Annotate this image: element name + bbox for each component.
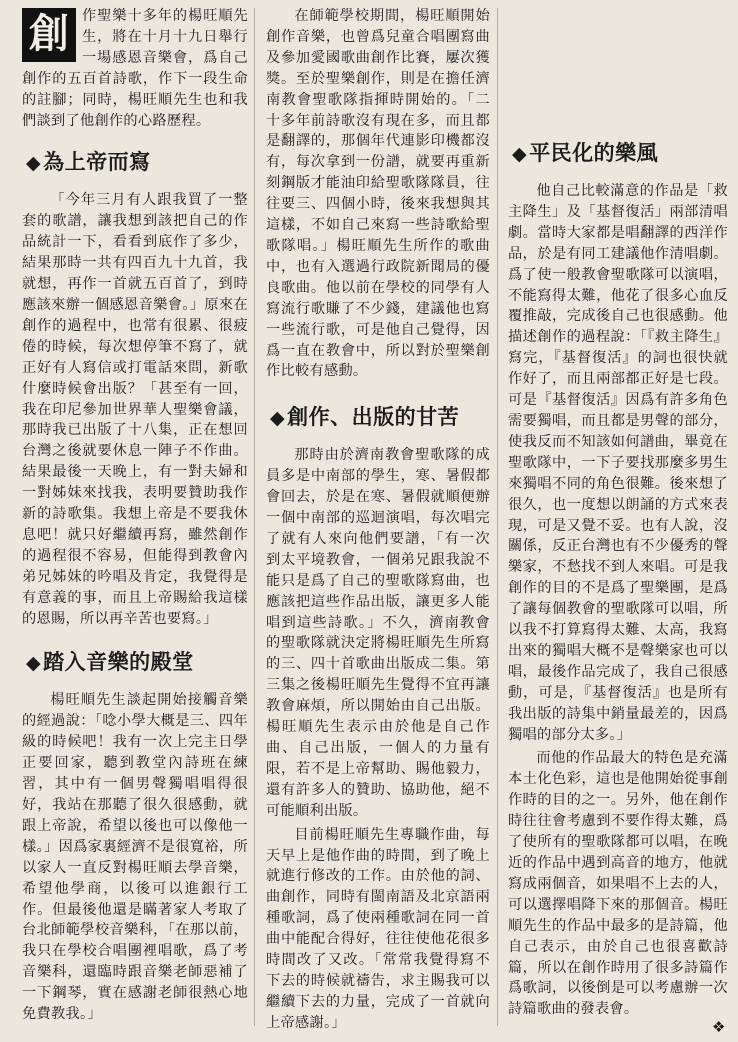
column-divider — [254, 8, 255, 1026]
dropcap: 創 — [22, 8, 76, 62]
intro-text: 作聖樂十多年的楊旺順先生，將在十月十九日舉行一場感恩音樂會，爲自己創作的五百首詩歌，作下一段生命的註腳；同時，楊旺順先生也和我們談到了他創作的心路歷程。 — [22, 8, 248, 129]
section-3-title: 創作、出版的甘苦 — [287, 405, 460, 430]
diamond-icon: ◆ — [26, 152, 42, 175]
diamond-icon: ◆ — [512, 143, 528, 165]
section-heading-4 — [512, 140, 728, 167]
column-2 — [266, 6, 490, 1031]
section-2-paragraph: 楊旺順先生談起開始接觸音樂的經過說：「唸小學大概是三、四年級的時候吧！我有一次上完主日學正要回家，聽到教堂內詩班在練習，其中有一個男聲獨唱唱得很好，我站在那聽了很久很感動，就跟上帝說，希望以後也可以像他一樣。」因爲家裏經濟不是很寬裕，所以家人一直反對楊旺順去學音樂，希望他學商，以後可以進銀行工作。但最後他還是瞞著家人考取了台北師範學校音樂科，「在那以前，我只在學校合唱團裡唱歌，爲了考音樂科，還臨時跟音樂老師惡補了一下鋼琴，實在感謝老師很熱心地免費教我。」 — [22, 692, 248, 1023]
intro-paragraph — [22, 6, 248, 131]
diamond-icon: ◆ — [270, 407, 286, 430]
section-1-paragraph: 「今年三月有人跟我買了一整套的歌譜，讓我想到該把自己的作品統計一下，看看到底作了多少，結果那時一共有四百九十九首，我就想，再作一首就五百首了，到時應該來辦一個感恩音樂會。」原來在創作的過程中，也常有很累、很疲倦的時候，每次想停筆不寫了，就正好有人寫信或打電話來問，新歌什麼時候會出版？「甚至有一回，我在印尼參加世界華人聖樂會議，那時我已出版了十八集，正在想回台灣之後就要休息一陣子不作曲。結果最後一天晚上，有一對夫婦和一對姊妹來找我，表明要贊助我作新的詩歌集。我想上帝是不要我休息吧！就只好繼續再寫，雖然創作的過程很不容易，但能得到教會內弟兄姊妹的吟唱及肯定，我覺得是有意義的事，而且上帝賜給我這樣的恩賜，所以再辛苦也要寫。」 — [22, 192, 248, 627]
end-mark: ❖ — [712, 1018, 726, 1036]
section-4-paragraph: 而他的作品最大的特色是充滿本土化色彩，這也是他開始從事創作時的目的之一。另外，他在創作時往往會考慮到不要作得太難，爲了使所有的聖歌隊都可以唱，在晚近的作品中遇到高音的地方，他就寫成兩個音，如果唱不上去的人，可以選擇唱降下來的那個音。楊旺順先生的作品中最多的是詩篇，他自己表示，由於自己也很喜歡詩篇，所以在創作時用了很多詩篇作爲歌詞，以後倒是可以考慮辦一次詩篇歌曲的發表會。 — [508, 750, 728, 1018]
section-2-paragraph: 在師範學校期間，楊旺順開始創作音樂，也曾爲兒童合唱團寫曲及參加愛國歌曲創作比賽，屢次獲獎。至於聖樂創作，則是在擔任濟南教會聖歌隊指揮時開始的。「二十多年前詩歌沒有現在多，而且都是翻譯的，那個年代連影印機都沒有，每次拿到一份譜，就要再重新刻鋼版才能油印給聖歌隊隊員，往往要三、四個小時，後來我想與其這樣，不如自己來寫一些詩歌給聖歌隊唱。」楊旺順先生所作的歌曲中，也有入選過行政院新聞局的優良歌曲。他以前在學校的同學有人寫流行歌賺了不少錢，建議他也寫一些流行歌，可是他自己覺得，因爲一直在教會中，所以對於聖樂創作比較有感動。 — [266, 8, 490, 380]
diamond-icon: ◆ — [26, 652, 42, 675]
section-3-paragraph: 那時由於濟南教會聖歌隊的成員多是中南部的學生，寒、暑假都會回去，於是在寒、暑假就順便辦一個中南部的巡迴演唱，每次唱完了就有人來向他們要譜，「有一次到太平境教會，一個弟兄跟我說不能只是爲了自己的聖歌隊寫曲，也應該把這些作品出版，讓更多人能唱到這些詩歌。」不久，濟南教會的聖歌隊就決定將楊旺順先生所寫的三、四十首歌曲出版成二集。第三集之後楊旺順先生覺得不宜再讓教會麻煩，所以開始由自己出版。楊旺順先生表示由於他是自己作曲、自己出版，一個人的力量有限，若不是上帝幫助、賜他毅力，還有許多人的贊助、協助他，絕不可能順利出版。 — [266, 447, 490, 819]
column-3 — [508, 140, 728, 1020]
section-heading-3 — [270, 404, 490, 431]
section-2-title: 踏入音樂的殿堂 — [43, 650, 194, 675]
column-1 — [22, 6, 248, 1031]
section-heading-2 — [26, 649, 248, 676]
section-1-title: 為上帝而寫 — [43, 150, 151, 175]
column-divider — [497, 8, 498, 1026]
section-4-title: 平民化的樂風 — [529, 141, 659, 165]
section-3-paragraph: 目前楊旺順先生專職作曲，每天早上是他作曲的時間，到了晚上就進行修改的工作。由於他的詞、曲創作，同時有閩南語及北京語兩種歌詞，爲了使兩種歌詞在同一首曲中能配合得好，往往使他花很多時間改了又改。「常常我覺得寫不下去的時候就禱告，求主賜我可以繼續下去的力量，完成了一首就向上帝感謝。」 — [266, 826, 490, 1031]
section-heading-1 — [26, 149, 248, 176]
section-4-paragraph: 他自己比較滿意的作品是「救主降生」及「基督復活」兩部清唱劇。當時大家都是唱翻譯的西洋作品，於是有同工建議他作清唱劇。爲了使一般教會聖歌隊可以演唱，不能寫得太難，他花了很多心血反覆推敲，完成後自己也很感動。他描述創作的過程說：「『救主降生』寫完，『基督復活』的詞也很快就作好了，而且兩部都正好是七段。可是『基督復活』因爲有許多角色需要獨唱，而且都是男聲的部分，使我反而不知該如何譜曲，畢竟在聖歌隊中，一下子要找那麼多男生來獨唱不同的角色很難。後來想了很久，也一度想以朗誦的方式來表現，可是又覺不妥。也有人說，沒關係，反正台灣也有不少優秀的聲樂家，不愁找不到人來唱。可是我創作的目的不是爲了聖樂團，是爲了讓每個教會的聖歌隊可以唱，所以我不打算寫得太難、太高，我寫出來的獨唱大概不是聲樂家也可以唱，最後作品完成了，我自己很感動，可是，『基督復活』也是所有我出版的詩集中銷量最差的，因爲獨唱的部分太多。」 — [508, 183, 728, 743]
